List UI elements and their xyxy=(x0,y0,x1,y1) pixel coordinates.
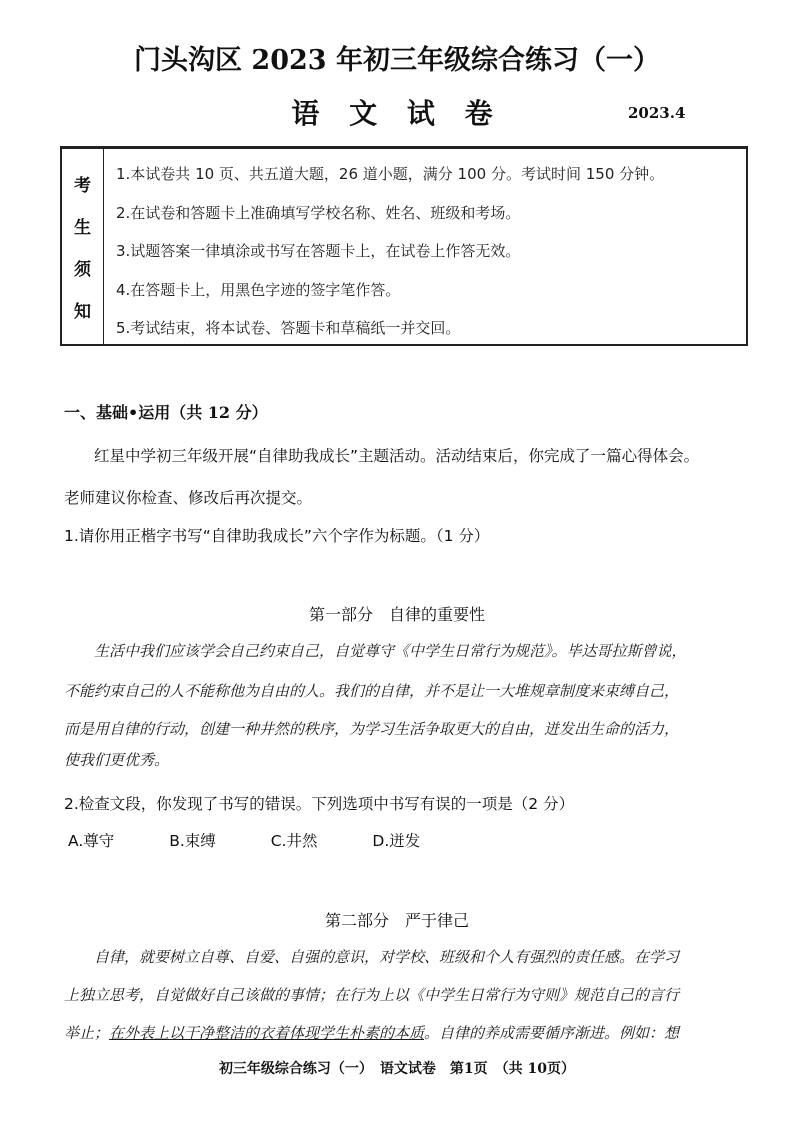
notice-item: 5.考试结束，将本试卷、答题卡和草稿纸一并交回。 xyxy=(116,319,461,337)
exam-subtitle: 语 文 试 卷 xyxy=(291,97,503,130)
page-footer: 初三年级综合练习（一） 语文试卷 第1页 （共 10页） xyxy=(218,1061,576,1077)
line-suffix: 。自律的养成需要循序渐进。例如：想 xyxy=(424,1024,680,1042)
part2-body-line: 上独立思考，自觉做好自己该做的事情；在行为上以《中学生日常行为守则》规范自己的言行 xyxy=(64,986,680,1004)
notice-label-char: 须 xyxy=(74,259,91,280)
part1-body-line: 生活中我们应该学会自己约束自己，自觉尊守《中学生日常行为规范》。毕达哥拉斯曾说， xyxy=(94,642,687,660)
part1-body-line: 而是用自律的行动，创建一种井然的秩序，为学习生活争取更大的自由，迸发出生命的活力， xyxy=(64,720,680,738)
intro-paragraph-line: 老师建议你检查、修改后再次提交。 xyxy=(64,489,313,507)
option-a: A.尊守 xyxy=(68,832,115,850)
notice-items xyxy=(116,155,738,348)
part2-body-line xyxy=(64,1022,679,1043)
option-c: C.井然 xyxy=(270,832,318,850)
exam-title: 门头沟区 2023 年初三年级综合练习（一） xyxy=(134,45,660,76)
question-1: 1.请你用正楷字书写“自律助我成长”六个字作为标题。（1 分） xyxy=(64,527,490,545)
part1-body-line: 使我们更优秀。 xyxy=(64,751,170,769)
underlined-sentence: 在外表上以干净整洁的衣着体现学生朴素的本质 xyxy=(109,1024,425,1042)
part1-body-line: 不能约束自己的人不能称他为自由的人。我们的自律，并不是让一大堆规章制度来束缚自己， xyxy=(64,682,680,700)
notice-label-char: 考 xyxy=(74,176,91,197)
notice-item: 1.本试卷共 10 页、共五道大题，26 道小题，满分 100 分。考试时间 150 分钟。 xyxy=(116,165,665,183)
line-prefix: 举止； xyxy=(64,1024,110,1042)
notice-label xyxy=(62,149,104,344)
candidate-notice-box xyxy=(60,146,748,346)
exam-date: 2023.4 xyxy=(628,104,686,122)
intro-paragraph-line: 红星中学初三年级开展“自律助我成长”主题活动。活动结束后，你完成了一篇心得体会。 xyxy=(94,447,700,465)
notice-item: 3.试题答案一律填涂或书写在答题卡上，在试卷上作答无效。 xyxy=(116,242,521,260)
notice-label-char: 生 xyxy=(74,218,91,239)
question-2: 2.检查文段，你发现了书写的错误。下列选项中书写有误的一项是（2 分） xyxy=(64,795,575,813)
option-d: D.迸发 xyxy=(372,832,421,850)
notice-item: 2.在试卷和答题卡上准确填写学校名称、姓名、班级和考场。 xyxy=(116,203,521,222)
option-b: B.束缚 xyxy=(169,832,216,850)
notice-label-char: 知 xyxy=(74,301,91,322)
question-2-options xyxy=(68,829,470,851)
notice-item: 4.在答题卡上，用黑色字迹的签字笔作答。 xyxy=(116,280,401,299)
part2-heading: 第二部分 严于律己 xyxy=(324,911,469,930)
part1-heading: 第一部分 自律的重要性 xyxy=(308,605,485,624)
part2-body-line: 自律，就要树立自尊、自爱、自强的意识，对学校、班级和个人有强烈的责任感。在学习 xyxy=(94,948,680,966)
section-heading: 一、基础•运用（共 12 分） xyxy=(64,403,268,422)
